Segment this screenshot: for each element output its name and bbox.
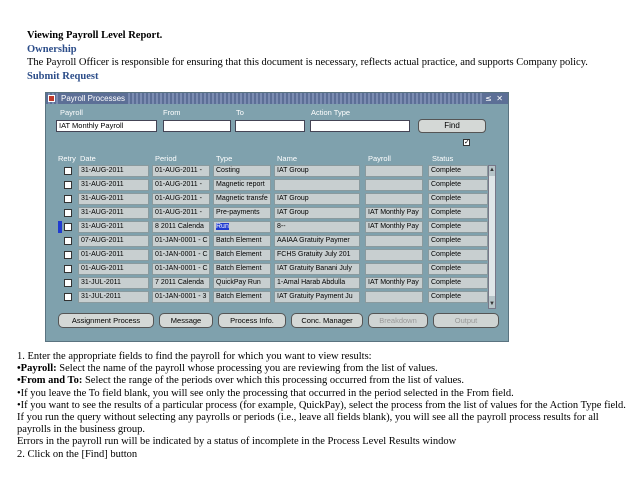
retry-checkbox[interactable] <box>64 181 72 189</box>
name-cell[interactable]: IAT Gratuity Banani July <box>274 263 360 275</box>
retry-checkbox[interactable] <box>64 265 72 273</box>
retry-header: Retry <box>58 154 76 163</box>
step-1: 1. Enter the appropriate fields to find the payroll for which you want to view results: <box>17 351 372 362</box>
status-cell[interactable]: Complete <box>428 165 488 177</box>
type-cell[interactable]: Batch Element <box>213 291 271 303</box>
date-cell[interactable]: 31-JUL-2011 <box>78 277 149 289</box>
scroll-thumb[interactable] <box>489 176 495 296</box>
retry-checkbox[interactable] <box>64 279 72 287</box>
date-header: Date <box>80 154 96 163</box>
type-cell[interactable]: Magnetic report <box>213 179 271 191</box>
action-type-bullet: •If you want to see the results of a particular process (for example, QuickPay), select the process from the list of values for the Action Type field. <box>17 399 626 411</box>
date-cell[interactable]: 31-AUG-2011 <box>78 221 149 233</box>
payroll-cell[interactable] <box>365 165 423 177</box>
document-header <box>27 29 627 83</box>
name-cell[interactable]: 1-Amal Harab Abdulla <box>274 277 360 289</box>
payroll-label: Payroll <box>60 108 83 117</box>
type-cell-selected-text: Run <box>216 223 229 230</box>
status-cell[interactable]: Complete <box>428 193 488 205</box>
from-to-bullet-label: •From and To: <box>17 375 83 387</box>
payroll-cell[interactable] <box>365 249 423 261</box>
name-cell[interactable]: FCHS Gratuity July 201 <box>274 249 360 261</box>
payroll-cell[interactable]: IAT Monthly Pay <box>365 221 423 233</box>
status-header: Status <box>432 154 454 163</box>
period-cell[interactable]: 01-JAN-0001 - C <box>152 263 210 275</box>
vertical-scrollbar[interactable] <box>488 165 496 309</box>
scroll-up-icon[interactable]: ▲ <box>489 167 495 173</box>
payroll-header: Payroll <box>368 154 391 163</box>
status-cell[interactable]: Complete <box>428 235 488 247</box>
name-cell[interactable]: IAT Group <box>274 165 360 177</box>
to-field[interactable] <box>235 120 305 132</box>
retry-checkbox[interactable] <box>64 195 72 203</box>
period-header: Period <box>155 154 177 163</box>
name-cell[interactable]: 8-- <box>274 221 360 233</box>
period-cell[interactable]: 7 2011 Calenda <box>152 277 210 289</box>
scroll-down-icon[interactable]: ▼ <box>489 301 495 307</box>
submit-request-heading: Submit Request <box>27 70 99 82</box>
select-all-checkbox[interactable]: ✓ <box>464 138 470 146</box>
status-cell[interactable]: Complete <box>428 179 488 191</box>
payroll-cell[interactable] <box>365 179 423 191</box>
period-cell[interactable]: 01-AUG-2011 - <box>152 207 210 219</box>
to-blank-bullet: •If you leave the To field blank, you will see only the processing that occurred in the period selected in the From field. <box>17 387 514 399</box>
retry-checkbox[interactable] <box>64 209 72 217</box>
status-cell[interactable]: Complete <box>428 221 488 233</box>
payroll-cell[interactable]: IAT Monthly Pay <box>365 277 423 289</box>
name-header: Name <box>277 154 298 163</box>
date-cell[interactable]: 31-AUG-2011 <box>78 193 149 205</box>
assignment-process-button[interactable]: Assignment Process <box>58 313 154 328</box>
payroll-cell[interactable] <box>365 263 423 275</box>
retry-checkbox[interactable] <box>64 237 72 245</box>
payroll-field[interactable]: IAT Monthly Payroll <box>56 120 157 132</box>
errors-note: Errors in the payroll run will be indicated by a status of incomplete in the Process Level Results window <box>17 436 457 448</box>
retry-checkbox[interactable] <box>64 251 72 259</box>
payroll-bullet-label: •Payroll: <box>17 363 57 375</box>
status-cell[interactable]: Complete <box>428 291 488 303</box>
message-button[interactable]: Message <box>159 313 213 328</box>
payroll-cell[interactable] <box>365 291 423 303</box>
period-cell[interactable]: 01-AUG-2011 - <box>152 193 210 205</box>
name-cell[interactable]: AAIAA Gratuity Paymer <box>274 235 360 247</box>
period-cell[interactable]: 8 2011 Calenda <box>152 221 210 233</box>
status-cell[interactable]: Complete <box>428 249 488 261</box>
retry-checkbox[interactable] <box>64 167 72 175</box>
status-cell[interactable]: Complete <box>428 277 488 289</box>
retry-checkbox[interactable] <box>64 223 72 231</box>
date-cell[interactable]: 01-AUG-2011 <box>78 263 149 275</box>
period-cell[interactable]: 01-JAN-0001 - 3 <box>152 291 210 303</box>
step-2: 2. Click on the [Find] button <box>17 448 138 460</box>
type-cell[interactable]: Batch Element <box>213 263 271 275</box>
ownership-text: The Payroll Officer is responsible for ensuring that this document is necessary, reflects actual practice, and supports Company policy. <box>27 57 588 69</box>
payroll-cell[interactable] <box>365 193 423 205</box>
status-cell[interactable]: Complete <box>428 263 488 275</box>
instructions <box>17 351 629 461</box>
from-to-bullet-text: Select the range of the periods over which this processing occurred from the list of values. <box>82 375 465 387</box>
window-title: Payroll Processes <box>58 93 128 104</box>
window-controls-icon[interactable]: ≤ ✕ <box>485 94 504 103</box>
query-note: If you run the query without selecting any payrolls or periods (i.e., leave all fields blank), you will see all the payroll process results for all payrolls in the business group. <box>17 412 599 436</box>
action-type-label: Action Type <box>311 108 351 117</box>
payroll-cell[interactable] <box>365 235 423 247</box>
type-cell[interactable] <box>213 221 271 233</box>
type-cell[interactable]: Pre-payments <box>213 207 271 219</box>
from-field[interactable] <box>163 120 231 132</box>
period-cell[interactable]: 01-JAN-0001 - C <box>152 235 210 247</box>
payroll-bullet <box>17 363 629 375</box>
name-cell[interactable]: IAT Group <box>274 193 360 205</box>
date-cell[interactable]: 31-AUG-2011 <box>78 165 149 177</box>
date-cell[interactable]: 31-AUG-2011 <box>78 207 149 219</box>
date-cell[interactable]: 31-AUG-2011 <box>78 179 149 191</box>
window-titlebar[interactable] <box>46 93 508 104</box>
current-row-indicator <box>58 221 62 233</box>
name-cell[interactable] <box>274 179 360 191</box>
type-cell[interactable]: Batch Element <box>213 249 271 261</box>
payroll-processes-window <box>45 92 509 342</box>
conc-manager-button[interactable]: Conc. Manager <box>291 313 363 328</box>
ownership-heading: Ownership <box>27 43 77 55</box>
output-button[interactable]: Output <box>433 313 499 328</box>
type-header: Type <box>216 154 233 163</box>
period-cell[interactable]: 01-AUG-2011 - <box>152 165 210 177</box>
retry-checkbox[interactable] <box>64 293 72 301</box>
payroll-bullet-text: Select the name of the payroll whose processing you are reviewing from the list of values. <box>56 363 438 375</box>
type-cell[interactable]: Costing <box>213 165 271 177</box>
find-button[interactable]: Find <box>418 119 486 133</box>
window-menu-icon[interactable] <box>48 95 55 102</box>
name-cell[interactable]: IAT Gratuity Payment Ju <box>274 291 360 303</box>
date-cell[interactable]: 01-AUG-2011 <box>78 249 149 261</box>
type-cell[interactable]: Magnetic transfe <box>213 193 271 205</box>
status-cell[interactable]: Complete <box>428 207 488 219</box>
from-label: From <box>163 108 181 117</box>
from-to-bullet <box>17 375 629 387</box>
period-cell[interactable]: 01-AUG-2011 - <box>152 179 210 191</box>
period-cell[interactable]: 01-JAN-0001 - C <box>152 249 210 261</box>
page-title: Viewing Payroll Level Report. <box>27 30 163 41</box>
date-cell[interactable]: 07-AUG-2011 <box>78 235 149 247</box>
type-cell[interactable]: QuickPay Run <box>213 277 271 289</box>
process-info-button[interactable]: Process Info. <box>218 313 286 328</box>
action-type-field[interactable] <box>310 120 410 132</box>
type-cell[interactable]: Batch Element <box>213 235 271 247</box>
breakdown-button[interactable]: Breakdown <box>368 313 428 328</box>
payroll-cell[interactable]: IAT Monthly Pay <box>365 207 423 219</box>
date-cell[interactable]: 31-JUL-2011 <box>78 291 149 303</box>
to-label: To <box>236 108 244 117</box>
name-cell[interactable]: IAT Group <box>274 207 360 219</box>
